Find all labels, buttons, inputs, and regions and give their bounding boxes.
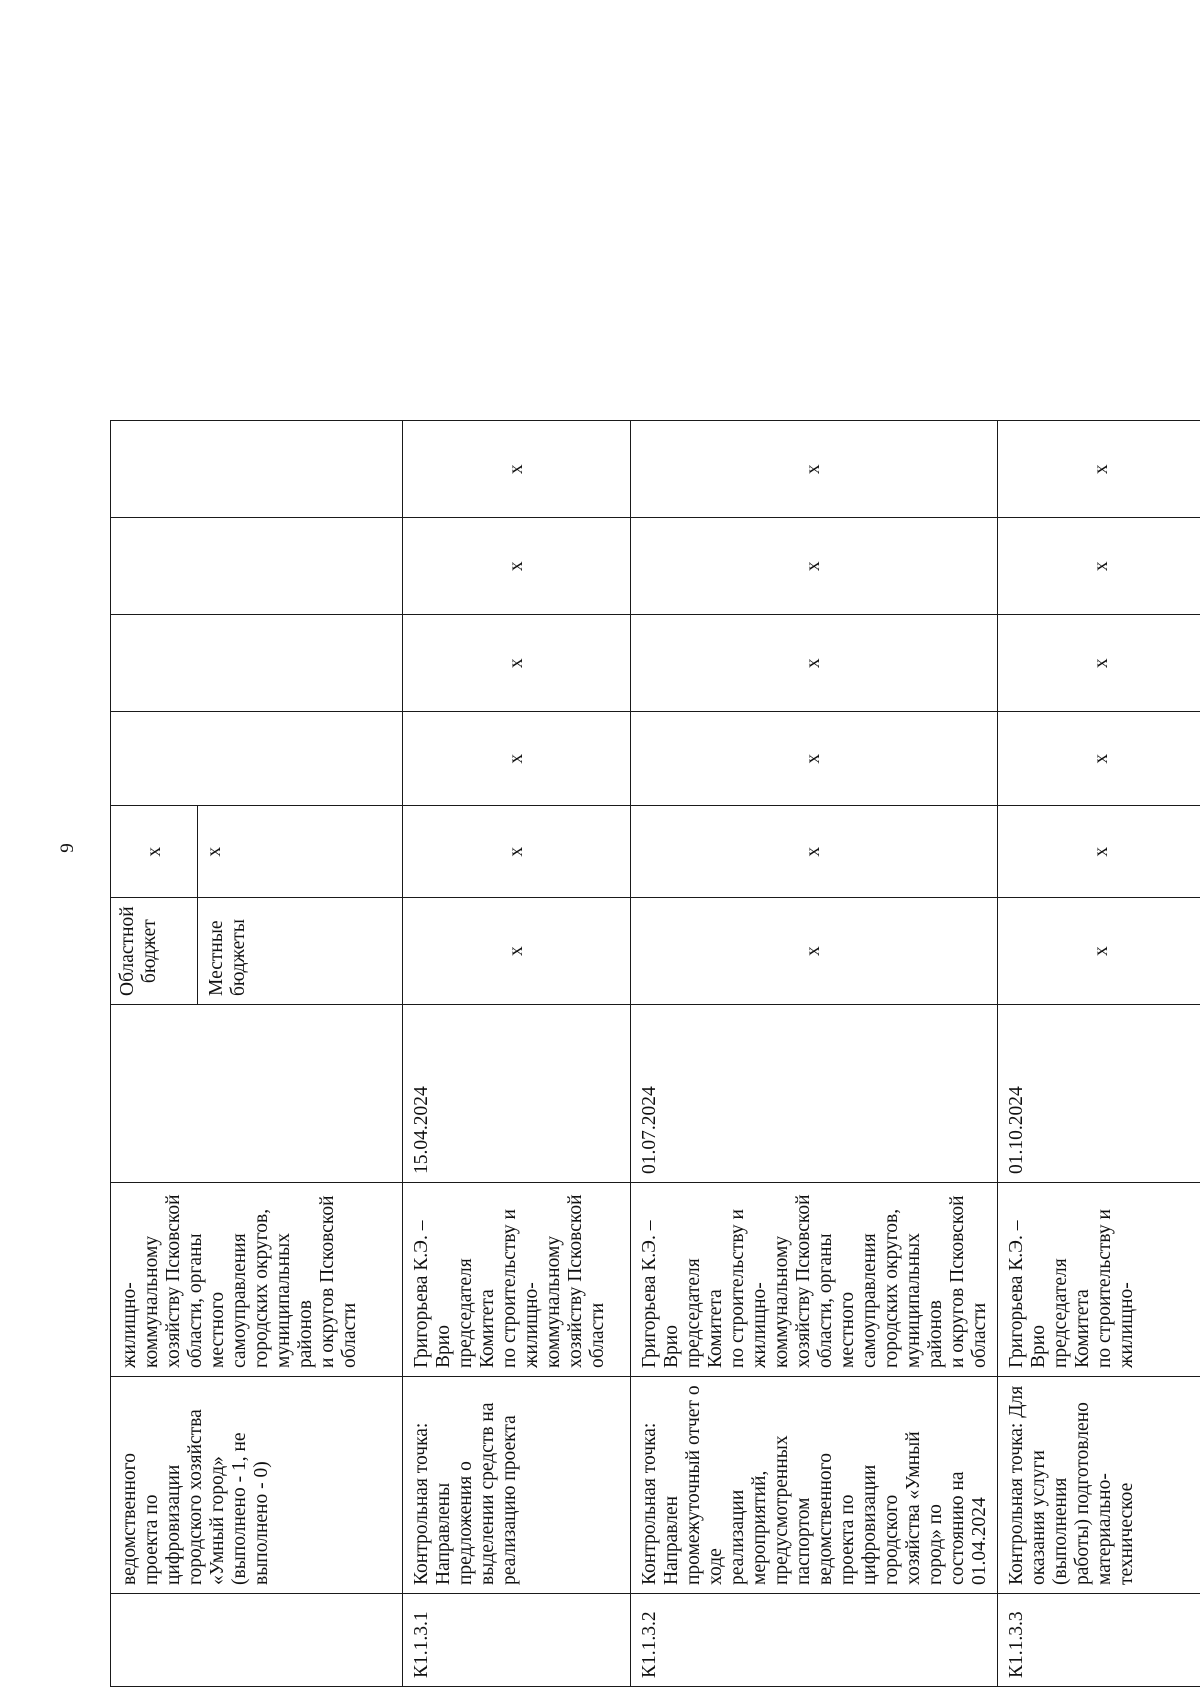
empty-cell <box>111 421 403 518</box>
x-mark: х <box>111 806 198 898</box>
row-responsible: Григорьева К.Э. – Врио председателя Комитета по строительству и жилищно- коммунальному хозяйству Псковской области <box>403 1183 631 1377</box>
row-code: К1.1.3.1 <box>403 1594 631 1687</box>
row-description: Контрольная точка: Для оказания услуги (выполнения работы) подготовлено материально-техническое <box>998 1377 1200 1594</box>
x-mark: х <box>631 518 998 615</box>
control-points-table <box>110 420 1200 1687</box>
x-mark: х <box>998 712 1200 806</box>
x-mark: х <box>631 806 998 898</box>
row-responsible: Григорьева К.Э. – Врио председателя Комитета по строительству и жилищно- коммунальному хозяйству Псковской области, органы местного самоуправления городских округов, муниципальных районов и округов Псковской области <box>631 1183 998 1377</box>
row-date: 01.07.2024 <box>631 1005 998 1183</box>
local-budgets-header: Местные бюджеты <box>198 898 403 1005</box>
x-mark: х <box>631 898 998 1005</box>
x-mark: х <box>403 898 631 1005</box>
page-number: 9 <box>57 843 78 853</box>
x-mark: х <box>998 806 1200 898</box>
row-date: 15.04.2024 <box>403 1005 631 1183</box>
x-mark: х <box>403 615 631 712</box>
row-responsible: Григорьева К.Э. – Врио председателя Комитета по строительству и жилищно- <box>998 1183 1200 1377</box>
row-description: Контрольная точка: Направлены предложения о выделении средств на реализацию проекта <box>403 1377 631 1594</box>
x-mark: х <box>631 712 998 806</box>
row-date: 01.10.2024 <box>998 1005 1200 1183</box>
date-cell-empty <box>111 1005 403 1183</box>
responsible-cell: жилищно- коммунальному хозяйству Псковской области, органы местного самоуправления городских округов, муниципальных районов и округов Псковской области <box>111 1183 403 1377</box>
description-cell: ведомственного проекта по цифровизации городского хозяйства «Умный город» (выполнено - 1, не выполнено - 0) <box>111 1377 403 1594</box>
table-row <box>403 421 631 1687</box>
header-row <box>111 421 198 1687</box>
x-mark: х <box>403 518 631 615</box>
x-mark: х <box>403 806 631 898</box>
x-mark: х <box>998 615 1200 712</box>
row-code: К1.1.3.3 <box>998 1594 1200 1687</box>
x-mark: х <box>998 421 1200 518</box>
x-mark: х <box>403 712 631 806</box>
x-mark: х <box>998 518 1200 615</box>
row-code: К1.1.3.2 <box>631 1594 998 1687</box>
x-mark: х <box>998 898 1200 1005</box>
x-mark: х <box>198 806 403 898</box>
row-description: Контрольная точка: Направлен промежуточный отчет о ходе реализации мероприятий, предусмотренных паспортом ведомственного проекта по цифровизации городского хозяйства «Умный город» по состоянию на 01.04.2024 <box>631 1377 998 1594</box>
x-mark: х <box>403 421 631 518</box>
empty-cell <box>111 518 403 615</box>
oblast-budget-header: Областной бюджет <box>111 898 198 1005</box>
table-row <box>998 421 1200 1687</box>
table-row <box>631 421 998 1687</box>
x-mark: х <box>631 421 998 518</box>
code-cell-empty <box>111 1594 403 1687</box>
empty-cell <box>111 615 403 712</box>
x-mark: х <box>631 615 998 712</box>
empty-cell <box>111 712 403 806</box>
